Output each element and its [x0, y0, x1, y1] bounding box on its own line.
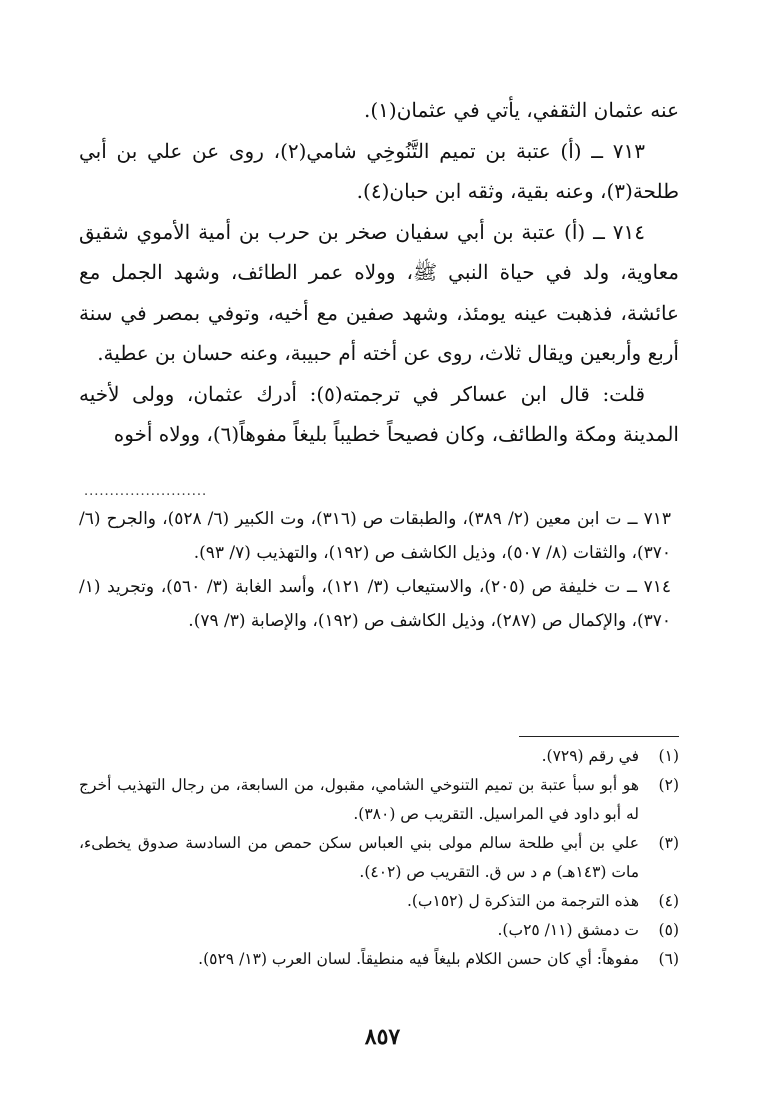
footnote-item	[79, 916, 679, 945]
footnote-text: في رقم (٧٢٩).	[541, 747, 639, 765]
footnote-text: هذه الترجمة من التذكرة ل (١٥٢ب).	[406, 892, 639, 910]
footnote-divider	[519, 736, 679, 737]
main-text	[79, 90, 679, 455]
footnotes	[79, 742, 679, 974]
footnote-text: علي بن أبي طلحة سالم مولى بني العباس سكن حمص من السادسة صدوق يخطىء، مات (١٤٣هـ) م د س ق. التقريب ص (٤٠٢).	[79, 834, 639, 881]
footnote-item	[79, 742, 679, 771]
source-714: ٧١٤ ــ ت خليفة ص (٢٠٥)، والاستيعاب (٣/ ١٢١)، وأسد الغابة (٣/ ٥٦٠)، وتجريد (١/ ٣٧٠)، والإكمال ص (٢٨٧)، وذيل الكاشف ص (١٩٢)، والإصابة (٣/ ٧٩).	[79, 577, 672, 631]
footnote-text: هو أبو سبأ عتبة بن تميم التنوخي الشامي، مقبول، من السابعة، من رجال التهذيب أخرج له أبو داود في المراسيل. التقريب ص (٣٨٠).	[79, 776, 639, 823]
footnote-number: (٥)	[658, 921, 679, 939]
source-713: ٧١٣ ــ ت ابن معين (٢/ ٣٨٩)، والطبقات ص (٣١٦)، وت الكبير (٦/ ٥٢٨)، والجرح (٦/ ٣٧٠)، والثقات (٨/ ٥٠٧)، وذيل الكاشف ص (١٩٢)، والتهذيب (٧/ ٩٣).	[79, 509, 671, 563]
paragraph-continuation: عنه عثمان الثقفي، يأتي في عثمان(١).	[364, 98, 679, 122]
page-number: ٨٥٧	[364, 1024, 401, 1050]
entry-714: ٧١٤ ــ (أ) عتبة بن أبي سفيان صخر بن حرب بن أمية الأموي شقيق معاوية، ولد في حياة النبي ﷺ، وولاه عمر الطائف، وشهد الجمل مع عائشة، فذهبت عينه يومئذ، وشهد صفين مع أخيه، وتوفي بمصر في سنة أربع وأربعين ويقال ثلاث، روى عن أخته أم حبيبة، وعنه حسان بن عطية.	[79, 219, 679, 365]
author-comment: قلت: قال ابن عساكر في ترجمته(٥): أدرك عثمان، وولى لأخيه المدينة ومكة والطائف، وكان فصيحاً خطيباً بليغاً مفوهاً(٦)، وولاه أخوه	[79, 381, 679, 446]
footnote-item	[79, 829, 679, 887]
sources-separator: ........................	[84, 484, 208, 499]
footnote-number: (١)	[658, 747, 679, 765]
footnote-number: (٢)	[658, 776, 679, 794]
footnote-item	[79, 945, 679, 974]
footnote-text: ت دمشق (١١/ ٢٥ب).	[497, 921, 639, 939]
footnote-text: مفوهاً: أي كان حسن الكلام بليغاً فيه منطيقاً. لسان العرب (١٣/ ٥٢٩).	[198, 950, 639, 968]
footnote-item	[79, 771, 679, 829]
sources-section	[79, 502, 679, 638]
entry-713: ٧١٣ ــ (أ) عتبة بن تميم التَّنُوخِي شامي(٢)، روى عن علي بن أبي طلحة(٣)، وعنه بقية، وثقه ابن حبان(٤).	[79, 138, 679, 203]
footnote-item	[79, 887, 679, 916]
footnote-number: (٤)	[658, 892, 679, 910]
footnote-number: (٣)	[658, 834, 679, 852]
footnote-number: (٦)	[658, 950, 679, 968]
